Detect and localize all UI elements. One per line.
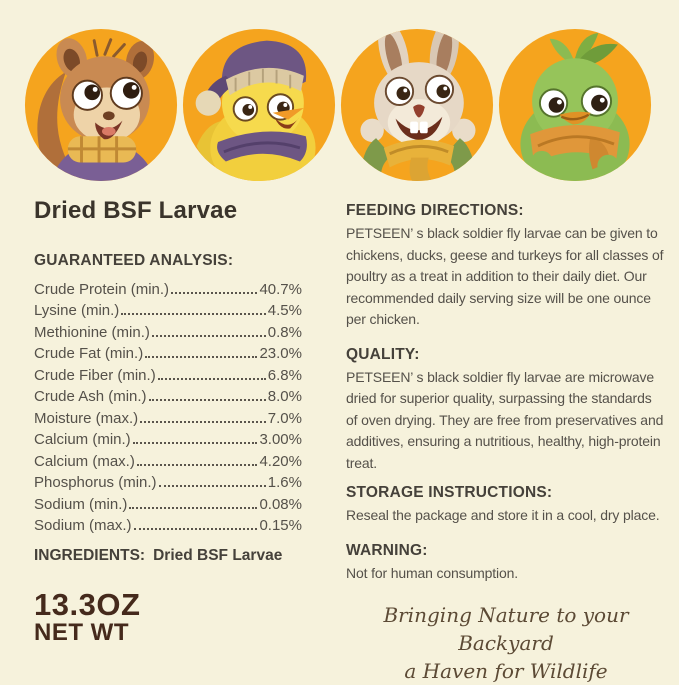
analysis-value: 0.15% [259,517,302,534]
dot-leader [121,313,265,315]
tagline-line1: Bringing Nature to your Backyard [383,603,629,655]
analysis-label: Crude Protein (min.) [34,280,170,298]
analysis-row [34,513,302,535]
section-feeding-directions [346,202,666,331]
green-bird-icon [497,27,653,183]
analysis-value: 4.20% [259,452,302,470]
chick-icon [181,27,337,183]
analysis-value: 0.08% [259,495,302,513]
dot-leader [171,292,257,294]
analysis-value: 40.7% [259,280,302,298]
right-column [346,202,666,685]
guaranteed-analysis-heading: GUARANTEED ANALYSIS: [34,252,234,269]
tagline-line2: a Haven for Wildlife [404,659,608,683]
analysis-value: 1.6% [267,474,302,491]
rabbit-icon [339,27,495,183]
dot-leader [129,507,257,509]
dot-leader [134,528,258,530]
analysis-label: Phosphorus (min.) [34,474,157,491]
analysis-row [34,362,302,384]
section-quality [346,346,666,475]
dot-leader [152,335,266,337]
squirrel-icon [23,27,179,183]
analysis-label: Sodium (min.) [34,495,128,513]
warning-heading: WARNING: [346,541,428,559]
analysis-value: 4.5% [267,302,302,319]
analysis-row [34,384,302,406]
net-weight-amount: 13.3OZ [34,587,141,622]
analysis-row [34,405,302,427]
dot-leader [145,356,257,358]
analysis-row [34,470,302,492]
net-weight-label: NET WT [34,619,129,646]
analysis-value: 23.0% [259,345,302,362]
ingredients-heading: INGREDIENTS: [34,547,146,564]
analysis-label: Sodium (max.) [34,517,132,534]
storage-instructions-heading: STORAGE INSTRUCTIONS: [346,484,553,501]
guaranteed-analysis-table [34,276,302,534]
mascot-avatar-row [23,27,653,183]
dot-leader [137,464,258,466]
analysis-label: Crude Fiber (min.) [34,366,156,384]
analysis-row [34,276,302,298]
analysis-row [34,341,302,363]
quality-body: PETSEEN’ s black soldier fly larvae are microwave dried for superior quality, surpassing the standards of oven drying. They are free from preservatives and additives, ensuring a nutritious, healthy, high-protein treat. [346,368,664,471]
analysis-value: 6.8% [267,366,302,384]
analysis-row [34,448,302,470]
dot-leader [149,399,266,401]
analysis-row [34,319,302,341]
analysis-value: 8.0% [267,388,302,405]
analysis-value: 3.00% [259,431,302,448]
storage-instructions-body: Reseal the package and store it in a cool, dry place. [346,507,660,523]
section-storage-instructions [346,484,666,527]
dot-leader [133,442,258,444]
brand-tagline [346,601,666,685]
analysis-label: Crude Fat (min.) [34,345,144,362]
net-weight [34,587,302,646]
feeding-directions-heading: FEEDING DIRECTIONS: [346,202,524,219]
analysis-row [34,298,302,320]
product-title: Dried BSF Larvae [34,197,238,224]
analysis-row [34,491,302,513]
feeding-directions-body: PETSEEN’ s black soldier fly larvae can be given to chickens, ducks, geese and turkeys for all classes of poultry as a treat in addition to their daily diet. Our recommended daily serving size will be one ounce per chicken. [346,225,664,327]
analysis-label: Lysine (min.) [34,302,120,319]
dot-leader [159,485,266,487]
section-warning [346,542,666,585]
analysis-label: Moisture (max.) [34,409,139,427]
analysis-row [34,427,302,449]
warning-body: Not for human consumption. [346,564,518,581]
analysis-label: Calcium (min.) [34,431,131,448]
dot-leader [140,421,266,423]
analysis-label: Crude Ash (min.) [34,388,147,405]
quality-heading: QUALITY: [346,345,420,363]
ingredients-value: Dried BSF Larvae [153,547,283,564]
ingredients-line [34,547,302,565]
analysis-value: 0.8% [267,323,302,341]
left-column [34,197,302,646]
analysis-label: Calcium (max.) [34,452,135,470]
analysis-label: Methionine (min.) [34,323,150,341]
analysis-value: 7.0% [267,409,302,427]
dot-leader [158,378,266,380]
